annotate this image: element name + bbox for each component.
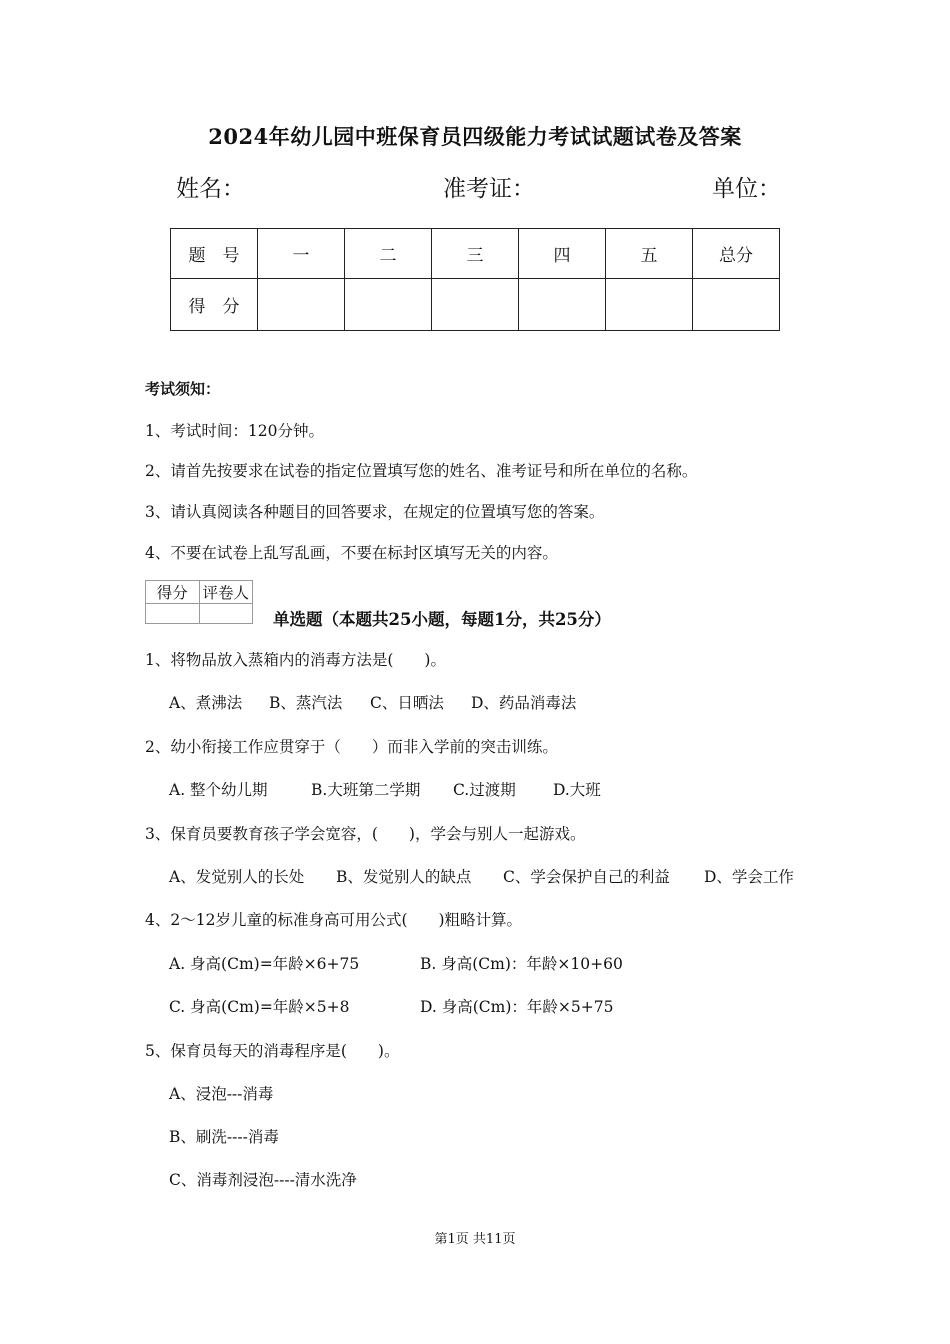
- answer-option[interactable]: B.大班第二学期: [311, 781, 421, 799]
- notice-item: 1、考试时间：120分钟。: [145, 422, 324, 440]
- answer-option[interactable]: D、药品消毒法: [471, 694, 577, 712]
- answer-option[interactable]: A. 整个幼儿期: [169, 781, 268, 799]
- answer-option[interactable]: C. 身高(Cm)=年龄×5+8: [169, 998, 350, 1016]
- score-cell[interactable]: [519, 279, 606, 331]
- score-table-header-cell: 一: [258, 229, 345, 279]
- answer-option[interactable]: C、学会保护自己的利益: [503, 868, 670, 886]
- answer-option[interactable]: B、发觉别人的缺点: [336, 868, 472, 886]
- answer-option[interactable]: D. 身高(Cm)：年龄×5+75: [420, 998, 614, 1016]
- score-table-header-cell: 三: [432, 229, 519, 279]
- question-stem: 3、保育员要教育孩子学会宽容，( )，学会与别人一起游戏。: [145, 825, 586, 843]
- name-field-label: 姓名：: [176, 176, 245, 202]
- answer-option[interactable]: B. 身高(Cm)：年龄×10+60: [420, 955, 623, 973]
- notice-heading: 考试须知：: [145, 380, 221, 398]
- score-table-header-cell: 四: [519, 229, 606, 279]
- grader-box: [145, 580, 253, 624]
- grader-box-score-cell[interactable]: [146, 604, 200, 624]
- score-table-header-cell: 题 号: [171, 229, 258, 279]
- notice-item: 3、请认真阅读各种题目的回答要求，在规定的位置填写您的答案。: [145, 503, 605, 521]
- grader-box-score-label: 得分: [146, 581, 200, 604]
- score-table-header-cell: 总分: [693, 229, 780, 279]
- score-cell[interactable]: [258, 279, 345, 331]
- answer-option[interactable]: A、煮沸法: [169, 694, 243, 712]
- question-stem: 2、幼小衔接工作应贯穿于（ ）而非入学前的突击训练。: [145, 738, 558, 756]
- grader-box-grader-cell[interactable]: [199, 604, 253, 624]
- answer-option[interactable]: B、蒸汽法: [269, 694, 343, 712]
- exam-title: 2024年幼儿园中班保育员四级能力考试试题试卷及答案: [208, 124, 742, 149]
- notice-item: 2、请首先按要求在试卷的指定位置填写您的姓名、准考证号和所在单位的名称。: [145, 462, 698, 480]
- question-stem: 5、保育员每天的消毒程序是( )。: [145, 1042, 400, 1060]
- unit-field-label: 单位：: [712, 176, 781, 202]
- answer-option[interactable]: C、日晒法: [370, 694, 444, 712]
- answer-option[interactable]: B、刷洗----消毒: [169, 1128, 279, 1146]
- answer-option[interactable]: D.大班: [553, 781, 601, 799]
- answer-option[interactable]: A、发觉别人的长处: [169, 868, 305, 886]
- score-table-score-row: [171, 279, 780, 331]
- score-table-header-cell: 五: [606, 229, 693, 279]
- answer-option[interactable]: D、学会工作: [704, 868, 794, 886]
- answer-option[interactable]: C.过渡期: [453, 781, 516, 799]
- question-stem: 1、将物品放入蒸箱内的消毒方法是( )。: [145, 651, 446, 669]
- page-footer: 第1页 共11页: [434, 1232, 516, 1247]
- answer-option[interactable]: A、浸泡---消毒: [169, 1085, 274, 1103]
- score-cell[interactable]: [345, 279, 432, 331]
- section-title: 单选题（本题共25小题，每题1分，共25分）: [273, 610, 611, 629]
- score-row-label: 得 分: [171, 279, 258, 331]
- exam-id-field-label: 准考证：: [443, 176, 535, 202]
- score-cell[interactable]: [693, 279, 780, 331]
- answer-option[interactable]: A. 身高(Cm)=年龄×6+75: [169, 955, 360, 973]
- score-table-header-cell: 二: [345, 229, 432, 279]
- score-cell[interactable]: [432, 279, 519, 331]
- question-stem: 4、2～12岁儿童的标准身高可用公式( )粗略计算。: [145, 911, 523, 929]
- notice-item: 4、不要在试卷上乱写乱画，不要在标封区填写无关的内容。: [145, 544, 558, 562]
- grader-box-grader-label: 评卷人: [199, 581, 253, 604]
- score-table-header-row: [171, 229, 780, 279]
- score-cell[interactable]: [606, 279, 693, 331]
- score-table: [170, 228, 780, 331]
- answer-option[interactable]: C、消毒剂浸泡----清水洗净: [169, 1171, 357, 1189]
